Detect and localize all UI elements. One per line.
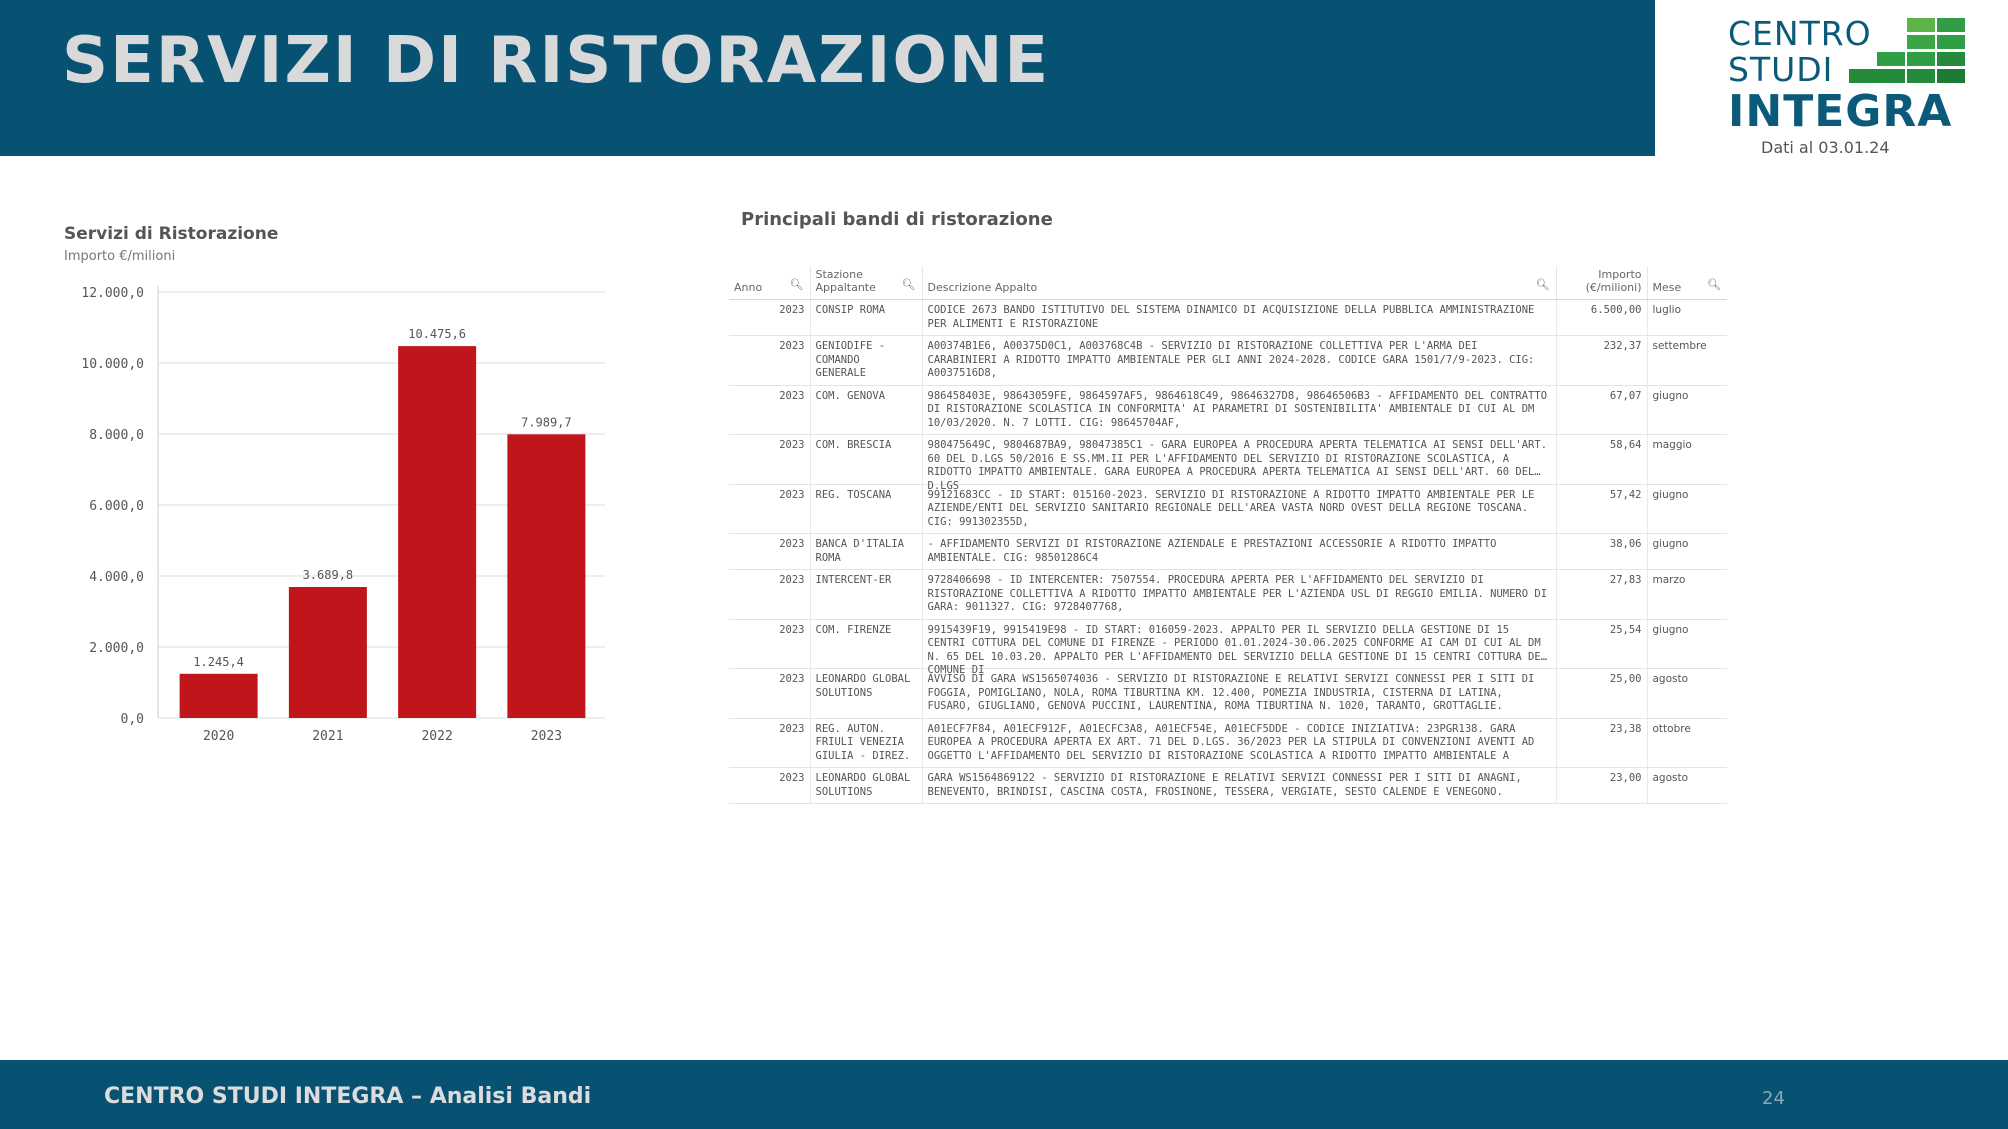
cell-importo — [1556, 768, 1647, 804]
cell-importo-text: 25,54 — [1609, 623, 1642, 636]
cell-descrizione — [922, 300, 1556, 336]
cell-descrizione — [922, 619, 1556, 676]
cell-stazione-text: REG. TOSCANA — [815, 488, 892, 501]
cell-stazione — [810, 435, 922, 485]
cell-descrizione-text: 9915439F19, 9915419E98 - ID START: 016059-2023. APPALTO PER IL SERVIZIO DELLA GESTIONE DI 15 CENTRI COTTURA DEL COMUNE DI FIRENZE - PERIODO 01.01.2024-30.06.2025 CONFORME AI CAM DI CUI AL DM N. 65 DEL 10.03.20. APPALTO PER L'AFFIDAMENTO DEL SERVIZIO DELLA GESTIONE DI 15 CENTRI COTTURA DEL COMUNE DI — [927, 623, 1548, 676]
cell-importo-text: 6.500,00 — [1590, 304, 1642, 316]
cell-anno-text: 2023 — [779, 538, 805, 550]
cell-anno — [729, 300, 810, 336]
cell-importo-text: 58,64 — [1609, 439, 1642, 451]
logo — [1725, 14, 1965, 160]
cell-anno-text: 2023 — [779, 623, 805, 636]
table-row[interactable] — [729, 619, 1727, 669]
cell-mese — [1647, 300, 1727, 336]
bandi-table — [729, 266, 1727, 804]
logo-text-line3: INTEGRA — [1728, 86, 1953, 137]
cell-descrizione-text: 9728406698 - ID INTERCENTER: 7507554. PROCEDURA APERTA PER L'AFFIDAMENTO DEL SERVIZIO DI RISTORAZIONE COLLETTIVA A RIDOTTO IMPATTO AMBIENTALE PER L'AZIENDA USL DI REGGIO EMILIA. NUMERO DI GARA: 9011327. CIG: 9728407768, — [927, 574, 1548, 613]
cell-descrizione — [922, 336, 1556, 386]
cell-mese — [1647, 570, 1727, 620]
cell-descrizione — [922, 534, 1556, 570]
cell-mese — [1647, 669, 1727, 719]
cell-mese-text: marzo — [1652, 574, 1686, 586]
cell-stazione-text: BANCA D'ITALIA ROMA — [815, 538, 905, 564]
cell-descrizione-text: GARA WS1564869122 - SERVIZIO DI RISTORAZIONE E RELATIVI SERVIZI CONNESSI PER I SITI DI ANAGNI, BENEVENTO, BRINDISI, CASCINA COSTA, FROSINONE, TESSERA, VERGIATE, SESTO CALENDE E VENEGONO. — [927, 772, 1522, 798]
cell-importo — [1556, 619, 1647, 669]
y-tick-label: 6.000,0 — [89, 499, 144, 514]
data-label: 10.475,6 — [408, 327, 467, 342]
cell-importo-text: 38,06 — [1609, 538, 1642, 550]
y-tick-label: 12.000,0 — [81, 286, 144, 301]
cell-descrizione — [922, 385, 1556, 435]
cell-anno-text: 2023 — [779, 340, 805, 352]
cell-importo — [1556, 435, 1647, 485]
cell-anno — [729, 534, 810, 570]
cell-mese-text: giugno — [1652, 623, 1689, 636]
cell-mese — [1647, 768, 1727, 804]
cell-descrizione-text: A01ECF7F84, A01ECF912F, A01ECFC3A8, A01ECF54E, A01ECF5DDE - CODICE INIZIATIVA: 23PGR138. GARA EUROPEA A PROCEDURA APERTA EX ART. 71 DEL D.LGS. 36/2023 PER LA STIPULA DI CONVENZIONI AVENTI AD OGGETTO L'AFFIDAMENTO DEL SERVIZIO DI RISTORAZIONE SCOLASTICA A RIDOTTO IMPATTO AMBIENTALE A — [927, 722, 1535, 762]
cell-mese-text: ottobre — [1652, 722, 1691, 735]
y-tick-label: 8.000,0 — [89, 428, 144, 443]
y-tick-label: 10.000,0 — [81, 357, 144, 372]
cell-stazione — [810, 385, 922, 435]
cell-importo — [1556, 300, 1647, 336]
x-tick-label: 2021 — [312, 729, 344, 744]
cell-mese — [1647, 619, 1727, 669]
cell-anno-text: 2023 — [779, 673, 805, 685]
page-number: 24 — [1762, 1088, 1785, 1109]
y-tick-label: 0,0 — [120, 712, 144, 727]
cell-mese — [1647, 385, 1727, 435]
cell-stazione-text: LEONARDO GLOBAL SOLUTIONS — [815, 772, 911, 798]
cell-importo — [1556, 484, 1647, 534]
cell-descrizione — [922, 484, 1556, 534]
cell-mese-text: giugno — [1652, 389, 1689, 402]
table-row[interactable] — [729, 768, 1727, 804]
cell-mese-text: giugno — [1652, 538, 1689, 550]
x-tick-label: 2023 — [530, 729, 563, 744]
x-tick-label: 2022 — [421, 729, 453, 744]
cell-anno-text: 2023 — [779, 389, 805, 402]
table-row[interactable] — [729, 435, 1727, 485]
x-tick-label: 2020 — [202, 729, 235, 744]
cell-descrizione — [922, 570, 1556, 620]
bar-2021 — [289, 587, 367, 718]
cell-importo-text: 23,38 — [1609, 722, 1642, 735]
cell-mese — [1647, 718, 1727, 768]
table-row[interactable] — [729, 336, 1727, 386]
cell-importo-text: 57,42 — [1609, 488, 1642, 501]
cell-descrizione-text: AVVISO DI GARA WS1565074036 - SERVIZIO DI RISTORAZIONE E RELATIVI SERVIZI CONNESSI PER I SITI DI FOGGIA, POMIGLIANO, NOLA, ROMA TIBURTINA KM. 12.400, POMEZIA INDUSTRIA, CISTERNA DI LATINA, FUSARO, GIUGLIANO, GENOVA PUCCINI, LAURENTINA, ROMA TIBURTINA N. 1020, TARANTO, GROTTAGLIE. — [927, 673, 1535, 712]
cell-importo — [1556, 385, 1647, 435]
cell-anno — [729, 336, 810, 386]
cell-stazione-text: LEONARDO GLOBAL SOLUTIONS — [815, 673, 911, 699]
cell-importo-text: 232,37 — [1603, 340, 1642, 352]
cell-descrizione-text: A00374B1E6, A00375D0C1, A003768C4B - SERVIZIO DI RISTORAZIONE COLLETTIVA PER L'ARMA DEI CARABINIERI A RIDOTTO IMPATTO AMBIENTALE PER GLI ANNI 2024-2028. CODICE GARA 1501/7/9-2023. CIG: A0037516D8, — [927, 340, 1535, 379]
cell-descrizione-text: 986458403E, 98643059FE, 9864597AF5, 9864618C49, 98646327D8, 98646506B3 - AFFIDAMENTO DEL CONTRATTO DI RISTORAZIONE SCOLASTICA IN CONFORMITA' AI PARAMETRI DI SOSTENIBILITA' AMBIENTALE DI CUI AL DM 10/03/2020. N. 7 LOTTI. CIG: 98645704AF, — [927, 389, 1548, 429]
cell-anno — [729, 385, 810, 435]
column-header-importo[interactable]: Importo (€/milioni) — [1556, 266, 1647, 300]
bar-2020 — [180, 674, 258, 718]
cell-anno — [729, 619, 810, 669]
cell-anno-text: 2023 — [779, 722, 805, 735]
cell-anno — [729, 669, 810, 719]
cell-descrizione — [922, 435, 1556, 492]
cell-importo — [1556, 336, 1647, 386]
data-date: Dati al 03.01.24 — [1761, 138, 1890, 157]
cell-stazione — [810, 768, 922, 804]
data-label: 7.989,7 — [521, 415, 572, 430]
logo-text-line2: STUDI — [1728, 50, 1834, 89]
y-tick-label: 4.000,0 — [89, 570, 144, 585]
cell-importo — [1556, 718, 1647, 768]
cell-descrizione — [922, 768, 1556, 804]
cell-anno-text: 2023 — [779, 574, 805, 586]
cell-anno-text: 2023 — [779, 772, 805, 784]
cell-anno-text: 2023 — [779, 439, 805, 451]
cell-anno-text: 2023 — [779, 304, 805, 316]
cell-stazione-text: COM. FIRENZE — [815, 623, 892, 636]
cell-stazione — [810, 336, 922, 386]
data-label: 1.245,4 — [193, 654, 244, 669]
cell-mese-text: luglio — [1652, 304, 1681, 316]
cell-anno-text: 2023 — [779, 488, 805, 501]
cell-mese-text: settembre — [1652, 340, 1707, 352]
cell-stazione-text: GENIODIFE - COMANDO GENERALE — [815, 340, 886, 379]
cell-stazione — [810, 619, 922, 669]
bar-2022 — [398, 346, 476, 718]
table-row[interactable] — [729, 570, 1727, 620]
cell-descrizione-text: - AFFIDAMENTO SERVIZI DI RISTORAZIONE AZIENDALE E PRESTAZIONI ACCESSORIE A RIDOTTO IMPATTO AMBIENTALE. CIG: 98501286C4 — [927, 538, 1497, 564]
chart-title: Servizi di Ristorazione — [64, 224, 279, 244]
logo-blocks-icon — [1849, 18, 1965, 88]
cell-mese — [1647, 435, 1727, 485]
cell-importo-text: 67,07 — [1609, 389, 1642, 402]
bar-chart — [60, 270, 620, 750]
y-tick-label: 2.000,0 — [89, 641, 144, 656]
cell-anno — [729, 768, 810, 804]
cell-descrizione — [922, 718, 1556, 768]
cell-stazione — [810, 669, 922, 719]
table-row[interactable] — [729, 385, 1727, 435]
cell-mese-text: agosto — [1652, 673, 1689, 685]
table-row[interactable] — [729, 534, 1727, 570]
cell-anno — [729, 484, 810, 534]
search-icon[interactable]: 🔍︎ — [901, 278, 916, 291]
table-header-row — [729, 266, 1727, 300]
table-row[interactable] — [729, 669, 1727, 719]
cell-stazione-text: INTERCENT-ER — [815, 574, 892, 586]
cell-anno — [729, 435, 810, 485]
cell-mese-text: agosto — [1652, 772, 1689, 784]
logo-text-line1: CENTRO — [1728, 14, 1872, 53]
bar-2023 — [507, 434, 585, 718]
cell-stazione — [810, 718, 922, 768]
cell-stazione — [810, 534, 922, 570]
cell-descrizione — [922, 669, 1556, 719]
column-header-stazione[interactable]: Stazione Appaltante 🔍︎ — [810, 266, 922, 300]
cell-stazione-text: COM. BRESCIA — [815, 439, 892, 451]
cell-stazione-text: REG. AUTON. FRIULI VENEZIA GIULIA - DIREZ. — [815, 722, 911, 762]
cell-stazione — [810, 300, 922, 336]
cell-importo-text: 23,00 — [1609, 772, 1642, 784]
column-header-mese[interactable]: Mese 🔍︎ — [1647, 266, 1727, 300]
cell-importo — [1556, 570, 1647, 620]
table-row[interactable] — [729, 300, 1727, 336]
cell-descrizione-text: 980475649C, 9804687BA9, 98047385C1 - GARA EUROPEA A PROCEDURA APERTA TELEMATICA AI SENSI DELL'ART. 60 DEL D.LGS 50/2016 E SS.MM.II PER L'AFFIDAMENTO DEL SERVIZIO DI RISTORAZIONE SCOLASTICA, A RIDOTTO IMPATTO AMBIENTALE. GARA EUROPEA A PROCEDURA APERTA TELEMATICA AI SENSI DELL'ART. 60 DEL D.LGS — [927, 439, 1548, 492]
chart-subtitle: Importo €/milioni — [64, 249, 176, 264]
column-header-anno[interactable]: Anno 🔍︎ — [729, 266, 810, 300]
cell-stazione-text: COM. GENOVA — [815, 389, 886, 402]
column-header-descrizione[interactable]: Descrizione Appalto 🔍︎ — [922, 266, 1556, 300]
cell-descrizione-text: 99121683CC - ID START: 015160-2023. SERVIZIO DI RISTORAZIONE A RIDOTTO IMPATTO AMBIENTALE PER LE AZIENDE/ENTI DEL SERVIZIO SANITARIO REGIONALE DELL'AREA VASTA NORD OVEST DELLA REGIONE TOSCANA. CIG: 991302355D, — [927, 488, 1535, 528]
cell-importo — [1556, 534, 1647, 570]
cell-importo-text: 25,00 — [1609, 673, 1642, 685]
cell-mese-text: maggio — [1652, 439, 1692, 451]
cell-importo — [1556, 669, 1647, 719]
cell-anno — [729, 718, 810, 768]
search-icon[interactable]: 🔍︎ — [1535, 278, 1550, 291]
cell-stazione — [810, 484, 922, 534]
cell-stazione-text: CONSIP ROMA — [815, 304, 886, 316]
cell-descrizione-text: CODICE 2673 BANDO ISTITUTIVO DEL SISTEMA DINAMICO DI ACQUISIZIONE DELLA PUBBLICA AMMINISTRAZIONE PER ALIMENTI E RISTORAZIONE — [927, 304, 1535, 330]
footer-text: CENTRO STUDI INTEGRA – Analisi Bandi — [104, 1084, 592, 1109]
data-label: 3.689,8 — [302, 568, 354, 583]
table-row[interactable] — [729, 484, 1727, 534]
cell-importo-text: 27,83 — [1609, 574, 1642, 586]
table-title: Principali bandi di ristorazione — [741, 209, 1053, 230]
cell-mese-text: giugno — [1652, 488, 1689, 501]
search-icon[interactable]: 🔍︎ — [1707, 278, 1721, 291]
page-title: SERVIZI DI RISTORAZIONE — [62, 24, 1051, 98]
table-row[interactable] — [729, 718, 1727, 768]
cell-mese — [1647, 336, 1727, 386]
cell-mese — [1647, 484, 1727, 534]
cell-anno — [729, 570, 810, 620]
cell-stazione — [810, 570, 922, 620]
search-icon[interactable]: 🔍︎ — [789, 278, 804, 291]
cell-mese — [1647, 534, 1727, 570]
